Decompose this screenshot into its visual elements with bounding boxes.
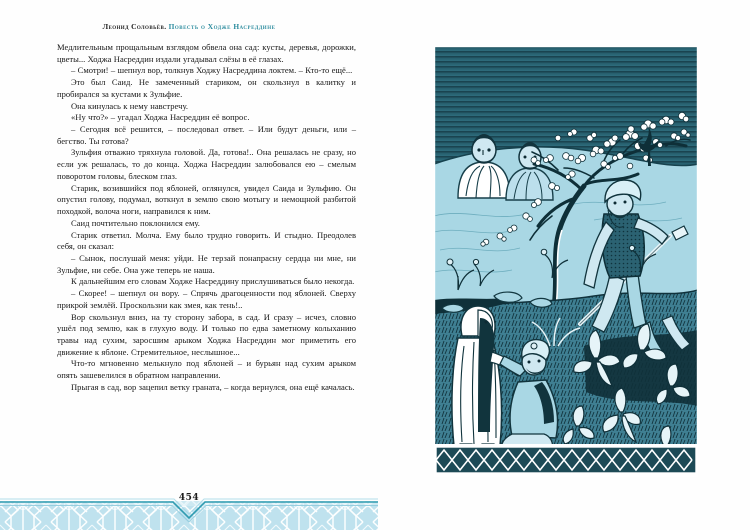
running-head-title: Повесть о Ходже Насреддине (168, 22, 276, 31)
running-head-author: Леонид Соловьёв. (102, 22, 167, 31)
body-paragraph: Старик, возившийся под яблоней, оглянулся, увидел Саида и Зульфию. Он опустил голову, подумал, воткнул в землю свою мотыгу и немощной разбитой походкой, волоча ноги, направился к ним. (57, 182, 356, 217)
body-paragraph: «Ну что?» – угадал Ходжа Насреддин её вопрос. (71, 112, 250, 123)
body-paragraph: Это был Саид. Не замеченный стариком, он скользнул в калитку и пробирался за кустами к Зульфие. (57, 77, 356, 99)
body-paragraph: – Сынок, послушай меня: уйди. Не терзай понапрасну сердца ни мне, ни Зульфие, ни себе. Она уже теперь не наша. (57, 252, 356, 275)
running-head (0, 22, 378, 31)
body-paragraph: Что-то мгновенно мелькнуло под яблоней – и бурьян над сухим арыком опять зашевелился в обратном направлении. (57, 358, 356, 381)
body-paragraph: Вор скользнул вниз, на ту сторону забора, в сад. И сразу – исчез, словно ушёл под землю, как в глухую воду. И только по едва заметному колыханию травы над сухим, заросшим арыком Ходжа Насреддин мог приметить его движение к яблоне. Стремительное, неслышное... (57, 311, 356, 357)
body-paragraph: – Скорее! – шепнул он вору. – Спрячь драгоценности под яблоней. Сверху прикрой землёй. Проскользни как змея, как тень!.. (57, 288, 356, 310)
body-paragraph: К дальнейшим его словам Ходже Насреддину прислушиваться было некогда. (71, 276, 355, 287)
body-paragraph: Медлительным прощальным взглядом обвела она сад: кусты, деревья, дорожки, цветы... Ходжа Насреддин издали угадывал слёзы в её глазах. (57, 42, 356, 64)
body-paragraph: – Смотри! – шепнул вор, толкнув Ходжу Насреддина локтем. – Кто-то ещё... (71, 65, 353, 76)
illustration-plate (434, 46, 698, 477)
body-paragraph: Саид почтительно поклонился ему. (71, 217, 200, 228)
body-paragraph: Зульфия отважно тряхнула головой. Да, готова!.. Она решалась не сразу, но если уж решалась, то до конца. Ходжа Насреддин залюбовался ею – смелым поворотом головы, блеском глаз. (57, 147, 356, 181)
body-text-block (57, 42, 356, 394)
page-number: 454 (178, 493, 200, 503)
illustration-page (378, 0, 750, 530)
plate-bottom-border (434, 444, 698, 477)
body-paragraph: Прыгая в сад, вор зацепил ветку граната, – когда вернулся, она ещё качалась. (71, 381, 355, 392)
body-paragraph: Она кинулась к нему навстречу. (71, 100, 189, 111)
body-paragraph: Старик ответил. Молча. Ему было трудно говорить. И стыдно. Преодолев себя, он сказал: (57, 229, 356, 252)
illustration-engraving (434, 46, 698, 477)
body-paragraph: – Сегодня всё решится, – последовал ответ. – Или будут деньги, или – бегство. Ты готова? (57, 124, 356, 146)
